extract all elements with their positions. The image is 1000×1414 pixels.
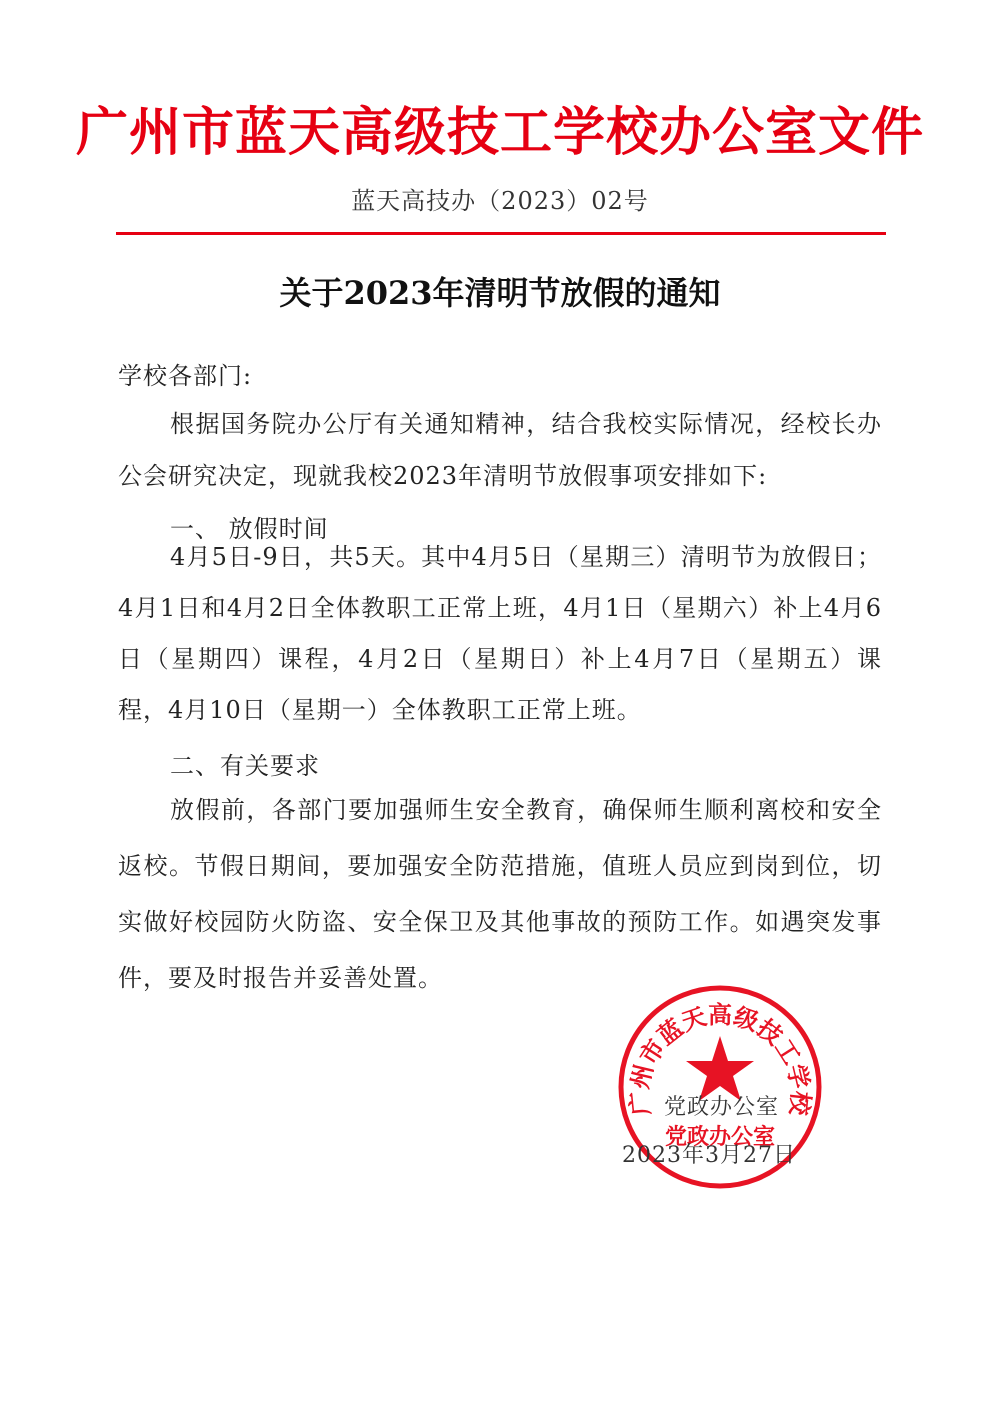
document-header-title: 广州市蓝天高级技工学校办公室文件 bbox=[75, 102, 924, 163]
notice-title: 关于2023年清明节放假的通知 bbox=[279, 274, 721, 312]
intro-paragraph: 根据国务院办公厅有关通知精神，结合我校实际情况，经校长办公会研究决定，现就我校2023年清明节放假事项安排如下: bbox=[118, 410, 882, 490]
section-heading-requirements: 二、有关要求 bbox=[170, 752, 320, 780]
red-divider bbox=[116, 232, 886, 235]
document-number: 蓝天高技办（2023）02号 bbox=[351, 187, 649, 215]
signature-office: 党政办公室 bbox=[664, 1095, 780, 1120]
seal-ring-text: 广州市蓝天高级技工学校 bbox=[624, 1000, 816, 1117]
salutation: 学校各部门: bbox=[118, 362, 253, 390]
signature-date: 2023年3月27日 bbox=[622, 1143, 796, 1168]
section-body-holiday-time: 4月5日-9日，共5天。其中4月5日（星期三）清明节为放假日；4月1日和4月2日全体教职工正常上班，4月1日（星期六）补上4月6日（星期四）课程，4月2日（星期日）补上4月7日（星期五）课程，4月10日（星期一）全体教职工正常上班。 bbox=[118, 543, 882, 724]
section-body-requirements: 放假前，各部门要加强师生安全教育，确保师生顺利离校和安全返校。节假日期间，要加强安全防范措施，值班人员应到岗到位，切实做好校园防火防盗、安全保卫及其他事故的预防工作。如遇突发事件，要及时报告并妥善处置。 bbox=[118, 796, 882, 992]
seal-center-text: 党政办公室 bbox=[664, 1124, 776, 1150]
section-heading-holiday-time: 一、 放假时间 bbox=[170, 515, 329, 543]
